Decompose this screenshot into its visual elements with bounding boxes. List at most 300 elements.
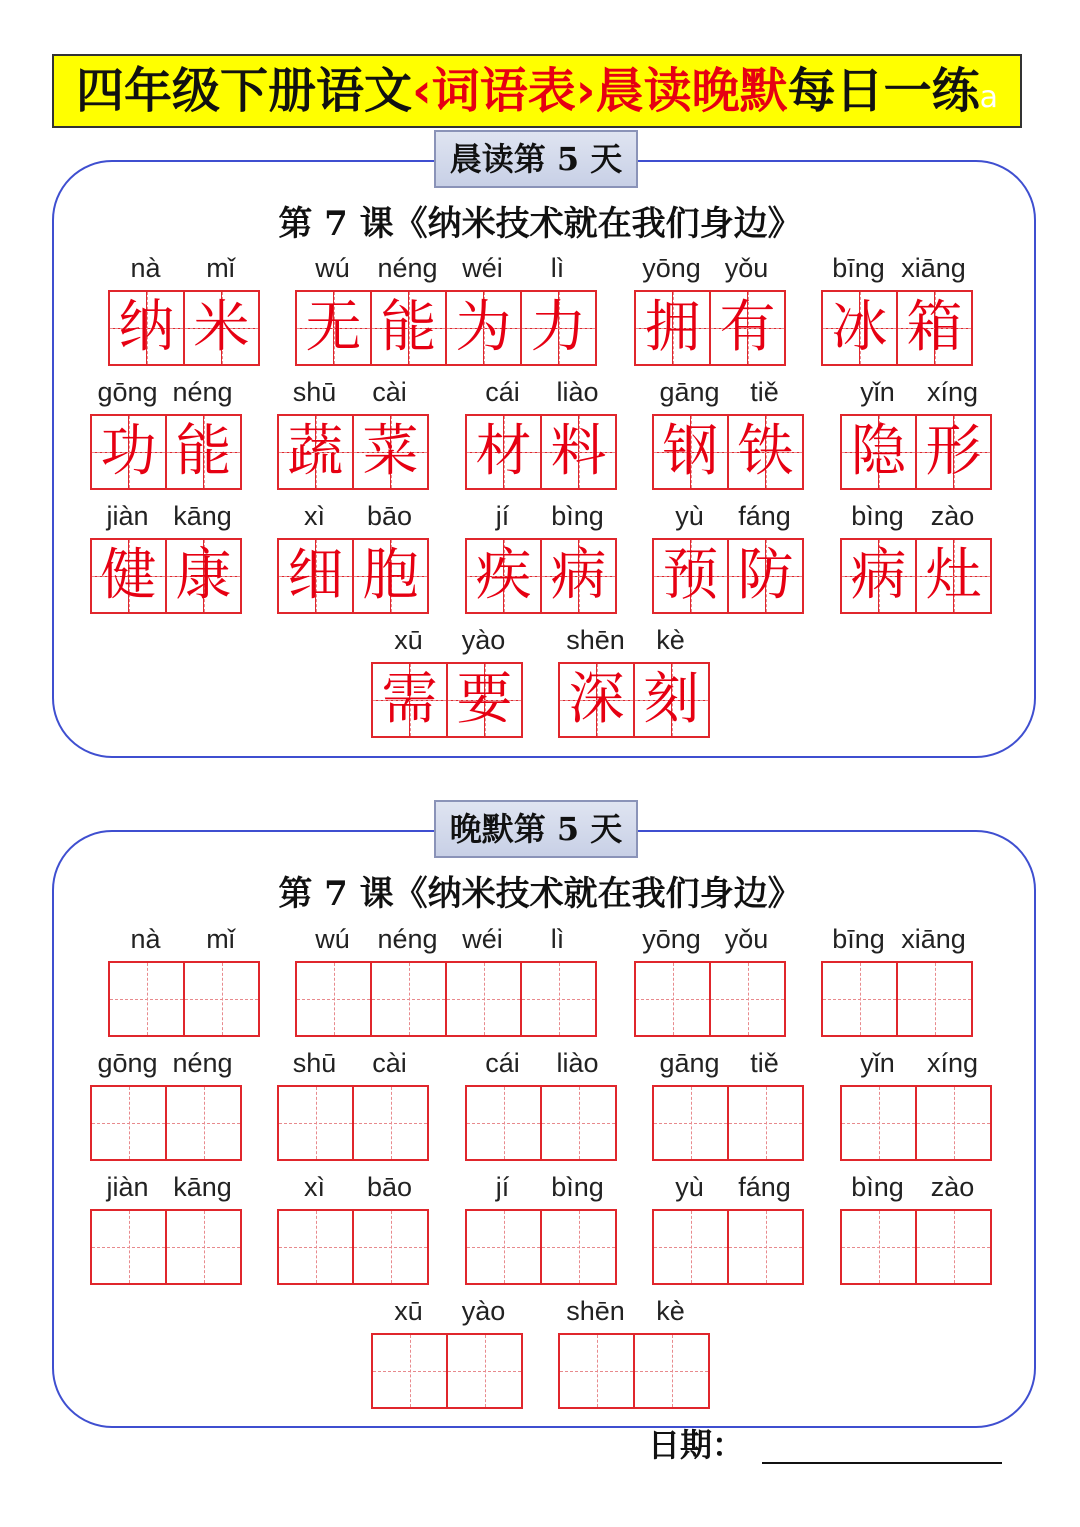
read-word-6 [277,374,429,490]
pinyin-syllable: yǒu [724,924,769,954]
dictation-word-4 [821,921,973,1037]
writing-cell[interactable] [729,1209,804,1285]
tian-grid [840,414,992,490]
tian-grid [277,1209,429,1285]
dictation-word-6 [277,1045,429,1161]
grid-guide-horizontal [542,1247,615,1248]
grid-guide-horizontal [711,999,784,1000]
writing-cell[interactable] [560,1333,635,1409]
writing-cell[interactable] [167,1085,242,1161]
pinyin-row [90,374,242,408]
dictation-word-2 [295,921,597,1037]
character-cell [654,538,729,614]
pinyin-syllable: bìng [551,1172,604,1202]
character-cell [467,414,542,490]
pinyin-syllable: bìng [851,501,904,531]
pinyin-syllable: mǐ [206,253,235,283]
pinyin-syllable: néng [172,377,233,407]
character-cell [447,290,522,366]
hanzi-character: 箱 [906,295,963,360]
character-cell [711,290,786,366]
hanzi-character: 菜 [362,419,419,484]
title-part3: 每日一练 [787,63,980,119]
pinyin-row [821,921,973,955]
writing-cell[interactable] [467,1209,542,1285]
read-word-7 [465,374,617,490]
writing-cell[interactable] [92,1085,167,1161]
writing-cell[interactable] [917,1209,992,1285]
pinyin-syllable: yǐn [860,1048,895,1078]
title-part2: ‹词语表›晨读晚默 [412,63,788,119]
character-cell [92,414,167,490]
dictation-word-14 [840,1169,992,1285]
grid-guide-horizontal [372,999,445,1000]
pinyin-syllable: jiàn [106,1172,149,1202]
writing-cell[interactable] [842,1209,917,1285]
grid-guide-horizontal [467,1247,540,1248]
writing-cell[interactable] [467,1085,542,1161]
grid-guide-horizontal [636,999,709,1000]
evening-tab: 晚默第 5 天 [434,800,638,858]
read-word-2 [295,250,597,366]
morning-tab: 晨读第 5 天 [434,130,638,188]
pinyin-syllable: wéi [462,253,503,283]
pinyin-syllable: bīng [832,253,885,283]
pinyin-syllable: yào [461,1296,506,1326]
hanzi-character: 刻 [643,667,700,732]
pinyin-syllable: shū [292,1048,337,1078]
dictation-word-11 [277,1169,429,1285]
pinyin-syllable: cài [372,1048,407,1078]
hanzi-character: 深 [568,667,625,732]
writing-cell[interactable] [636,961,711,1037]
grid-guide-horizontal [654,1123,727,1124]
writing-cell[interactable] [110,961,185,1037]
hanzi-character: 铁 [737,419,794,484]
dictation-word-1 [108,921,260,1037]
pinyin-syllable: yǐn [860,377,895,407]
pinyin-row [465,1169,617,1203]
tian-grid [465,538,617,614]
character-cell [279,414,354,490]
tian-grid [90,538,242,614]
character-cell [372,290,447,366]
dictation-word-13 [652,1169,804,1285]
hanzi-character: 材 [475,419,532,484]
character-cell [635,662,710,738]
dictation-word-7 [465,1045,617,1161]
grid-guide-horizontal [185,999,258,1000]
pinyin-row [465,1045,617,1079]
grid-guide-horizontal [110,999,183,1000]
pinyin-row [558,1293,710,1327]
read-word-14 [840,498,992,614]
pinyin-syllable: yào [461,625,506,655]
pinyin-row [840,1045,992,1079]
dictation-word-15 [371,1293,523,1409]
hanzi-character: 有 [719,295,776,360]
pinyin-row [277,498,429,532]
hanzi-character: 为 [455,295,512,360]
title-tail: a [979,80,998,115]
pinyin-syllable: lì [550,924,565,954]
pinyin-syllable: shēn [566,1296,625,1326]
pinyin-syllable: cái [485,377,520,407]
dictation-word-5 [90,1045,242,1161]
pinyin-row [634,250,786,284]
pinyin-row [277,1045,429,1079]
pinyin-syllable: mǐ [206,924,235,954]
hanzi-character: 能 [380,295,437,360]
writing-cell[interactable] [92,1209,167,1285]
hanzi-character: 料 [550,419,607,484]
pinyin-syllable: xíng [926,1048,979,1078]
pinyin-syllable: bāo [366,1172,413,1202]
character-cell [279,538,354,614]
writing-cell[interactable] [654,1209,729,1285]
writing-cell[interactable] [448,1333,523,1409]
pinyin-row [652,374,804,408]
character-cell [917,414,992,490]
pinyin-row [295,921,597,955]
tian-grid [840,538,992,614]
pinyin-syllable: kè [656,625,685,655]
pinyin-row [277,374,429,408]
page-title-banner [52,54,1022,128]
dictation-word-8 [652,1045,804,1161]
pinyin-syllable: xì [303,1172,325,1202]
grid-guide-horizontal [354,1123,427,1124]
evening-lesson-title: 第 7 课《纳米技术就在我们身边》 [278,874,802,914]
character-cell [823,290,898,366]
tian-grid [558,1333,710,1409]
hanzi-character: 要 [456,667,513,732]
character-cell [297,290,372,366]
read-word-8 [652,374,804,490]
tian-grid [652,414,804,490]
pinyin-syllable: shū [292,377,337,407]
character-cell [560,662,635,738]
writing-cell[interactable] [373,1333,448,1409]
hanzi-character: 预 [662,543,719,608]
pinyin-row [558,622,710,656]
grid-guide-horizontal [560,1371,633,1372]
grid-guide-horizontal [522,999,595,1000]
grid-guide-horizontal [729,1247,802,1248]
hanzi-character: 灶 [925,543,982,608]
pinyin-syllable: tiě [750,1048,779,1078]
hanzi-character: 细 [287,543,344,608]
pinyin-row [277,1169,429,1203]
tian-grid [558,662,710,738]
hanzi-character: 康 [175,543,232,608]
pinyin-row [840,374,992,408]
hanzi-character: 疾 [475,543,532,608]
tian-grid [652,538,804,614]
hanzi-character: 钢 [662,419,719,484]
pinyin-row [465,498,617,532]
pinyin-syllable: xū [394,1296,423,1326]
writing-cell[interactable] [711,961,786,1037]
tian-grid [652,1085,804,1161]
character-cell [110,290,185,366]
dictation-word-10 [90,1169,242,1285]
read-word-1 [108,250,260,366]
pinyin-syllable: shēn [566,625,625,655]
pinyin-syllable: lì [550,253,565,283]
pinyin-syllable: yǒu [724,253,769,283]
pinyin-row [90,1045,242,1079]
pinyin-syllable: bāo [366,501,413,531]
read-word-9 [840,374,992,490]
grid-guide-horizontal [654,1247,727,1248]
pinyin-row [90,498,242,532]
pinyin-syllable: bīng [832,924,885,954]
read-word-4 [821,250,973,366]
pinyin-syllable: bìng [851,1172,904,1202]
morning-lesson-title: 第 7 课《纳米技术就在我们身边》 [278,204,802,244]
writing-cell[interactable] [167,1209,242,1285]
pinyin-syllable: bìng [551,501,604,531]
pinyin-row [652,1169,804,1203]
pinyin-row [634,921,786,955]
tian-grid [90,414,242,490]
tian-grid [840,1085,992,1161]
tian-grid [108,961,260,1037]
hanzi-character: 蔬 [287,419,344,484]
character-cell [842,414,917,490]
pinyin-syllable: fáng [738,501,791,531]
writing-cell[interactable] [635,1333,710,1409]
tian-grid [821,290,973,366]
hanzi-character: 能 [175,419,232,484]
grid-guide-horizontal [542,1123,615,1124]
pinyin-row [371,1293,523,1327]
tian-grid [295,961,597,1037]
read-word-3 [634,250,786,366]
pinyin-syllable: xíng [926,377,979,407]
grid-guide-horizontal [92,1123,165,1124]
grid-guide-horizontal [297,999,370,1000]
grid-guide-horizontal [447,999,520,1000]
writing-cell[interactable] [823,961,898,1037]
pinyin-syllable: wéi [462,924,503,954]
tian-grid [277,538,429,614]
hanzi-character: 病 [550,543,607,608]
grid-guide-horizontal [898,999,971,1000]
pinyin-row [90,1169,242,1203]
hanzi-character: 需 [381,667,438,732]
hanzi-character: 力 [530,295,587,360]
pinyin-syllable: xiāng [901,253,966,283]
hanzi-character: 米 [193,295,250,360]
tian-grid [295,290,597,366]
pinyin-syllable: tiě [750,377,779,407]
tian-grid [821,961,973,1037]
read-word-12 [465,498,617,614]
hanzi-character: 防 [737,543,794,608]
pinyin-syllable: nà [130,924,161,954]
writing-cell[interactable] [842,1085,917,1161]
grid-guide-horizontal [279,1247,352,1248]
character-cell [898,290,973,366]
pinyin-row [821,250,973,284]
pinyin-syllable: fáng [738,1172,791,1202]
pinyin-syllable: yù [675,501,704,531]
tian-grid [634,961,786,1037]
grid-guide-horizontal [635,1371,708,1372]
date-label: 日期： [648,1426,745,1464]
character-cell [354,414,429,490]
read-word-5 [90,374,242,490]
writing-cell[interactable] [654,1085,729,1161]
tian-grid [465,414,617,490]
dictation-word-3 [634,921,786,1037]
pinyin-syllable: jiàn [106,501,149,531]
pinyin-syllable: yōng [642,253,701,283]
pinyin-syllable: wú [315,253,350,283]
pinyin-syllable: yù [675,1172,704,1202]
character-cell [542,414,617,490]
pinyin-syllable: néng [377,924,438,954]
pinyin-syllable: liào [556,377,599,407]
character-cell [636,290,711,366]
pinyin-syllable: jí [495,1172,510,1202]
character-cell [373,662,448,738]
character-cell [448,662,523,738]
writing-cell[interactable] [354,1209,429,1285]
grid-guide-horizontal [448,1371,521,1372]
pinyin-syllable: zào [930,501,975,531]
tian-grid [652,1209,804,1285]
grid-guide-horizontal [917,1123,990,1124]
character-cell [842,538,917,614]
character-cell [354,538,429,614]
tian-grid [371,662,523,738]
pinyin-syllable: xiāng [901,924,966,954]
grid-guide-horizontal [373,1371,446,1372]
writing-cell[interactable] [279,1085,354,1161]
pinyin-syllable: cái [485,1048,520,1078]
writing-cell[interactable] [372,961,447,1037]
writing-cell[interactable] [542,1085,617,1161]
hanzi-character: 胞 [362,543,419,608]
grid-guide-horizontal [167,1123,240,1124]
hanzi-character: 无 [305,295,362,360]
tian-grid [277,1085,429,1161]
dictation-word-12 [465,1169,617,1285]
hanzi-character: 冰 [831,295,888,360]
pinyin-syllable: gōng [97,1048,158,1078]
character-cell [185,290,260,366]
pinyin-row [295,250,597,284]
grid-guide-horizontal [92,1247,165,1248]
writing-cell[interactable] [279,1209,354,1285]
grid-guide-horizontal [467,1123,540,1124]
pinyin-row [371,622,523,656]
hanzi-character: 健 [100,543,157,608]
character-cell [917,538,992,614]
read-word-10 [90,498,242,614]
pinyin-syllable: kè [656,1296,685,1326]
pinyin-syllable: nà [130,253,161,283]
hanzi-character: 病 [850,543,907,608]
pinyin-row [652,498,804,532]
read-word-15 [371,622,523,738]
read-word-13 [652,498,804,614]
grid-guide-horizontal [167,1247,240,1248]
pinyin-syllable: néng [377,253,438,283]
hanzi-character: 拥 [644,295,701,360]
tian-grid [634,290,786,366]
pinyin-row [108,921,260,955]
tian-grid [465,1085,617,1161]
pinyin-syllable: xū [394,625,423,655]
grid-guide-horizontal [729,1123,802,1124]
read-word-16 [558,622,710,738]
character-cell [167,414,242,490]
writing-cell[interactable] [898,961,973,1037]
character-cell [167,538,242,614]
writing-cell[interactable] [542,1209,617,1285]
character-cell [729,538,804,614]
writing-cell[interactable] [729,1085,804,1161]
pinyin-syllable: kāng [173,1172,232,1202]
dictation-word-16 [558,1293,710,1409]
pinyin-row [108,250,260,284]
character-cell [522,290,597,366]
pinyin-syllable: zào [930,1172,975,1202]
hanzi-character: 纳 [118,295,175,360]
pinyin-row [465,374,617,408]
pinyin-syllable: xì [303,501,325,531]
grid-guide-horizontal [279,1123,352,1124]
writing-cell[interactable] [917,1085,992,1161]
title-part1: 四年级下册语文 [76,63,413,119]
writing-cell[interactable] [447,961,522,1037]
pinyin-syllable: wú [315,924,350,954]
hanzi-character: 功 [100,419,157,484]
writing-cell[interactable] [354,1085,429,1161]
tian-grid [277,414,429,490]
pinyin-syllable: néng [172,1048,233,1078]
pinyin-syllable: gōng [97,377,158,407]
tian-grid [840,1209,992,1285]
pinyin-syllable: kāng [173,501,232,531]
grid-guide-horizontal [842,1247,915,1248]
hanzi-character: 隐 [850,419,907,484]
character-cell [467,538,542,614]
tian-grid [90,1085,242,1161]
date-write-line[interactable] [762,1462,1002,1464]
writing-cell[interactable] [522,961,597,1037]
pinyin-syllable: yōng [642,924,701,954]
pinyin-row [840,498,992,532]
character-cell [92,538,167,614]
writing-cell[interactable] [185,961,260,1037]
tian-grid [90,1209,242,1285]
pinyin-row [652,1045,804,1079]
tian-grid [371,1333,523,1409]
grid-guide-horizontal [823,999,896,1000]
character-cell [654,414,729,490]
pinyin-syllable: jí [495,501,510,531]
grid-guide-horizontal [917,1247,990,1248]
pinyin-syllable: cài [372,377,407,407]
writing-cell[interactable] [297,961,372,1037]
grid-guide-horizontal [842,1123,915,1124]
grid-guide-horizontal [354,1247,427,1248]
